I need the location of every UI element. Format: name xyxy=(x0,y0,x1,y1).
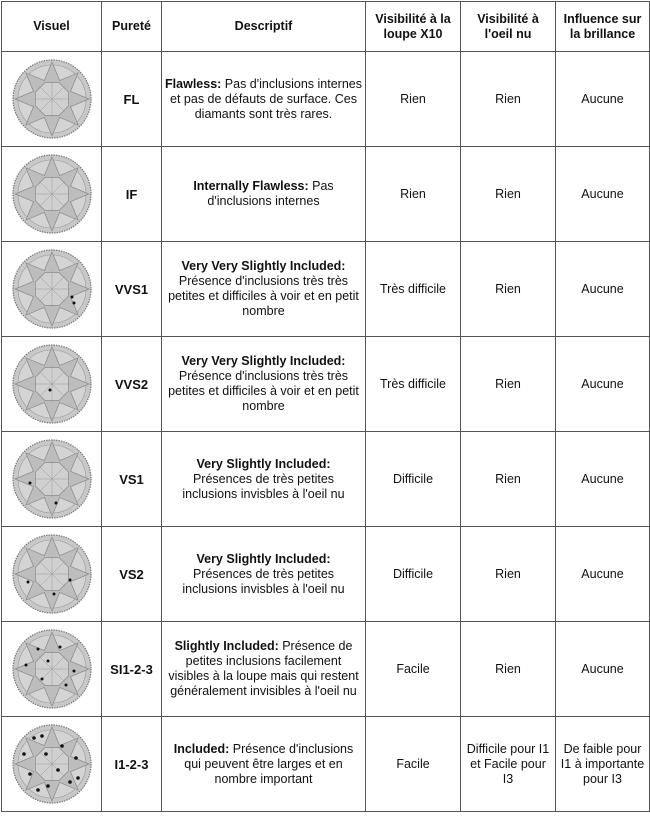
inclusion-mark xyxy=(22,752,26,756)
diamond-vvs1-icon xyxy=(10,247,94,331)
inclusion-mark xyxy=(40,678,43,681)
visual-cell xyxy=(2,147,102,242)
grade-cell: SI1-2-3 xyxy=(102,622,162,717)
inclusion-mark xyxy=(76,776,80,780)
brillance-cell: Aucune xyxy=(556,147,650,242)
brillance-cell: De faible pour I1 à importante pour I3 xyxy=(556,717,650,812)
inclusion-mark xyxy=(48,389,51,392)
inclusion-mark xyxy=(36,788,40,792)
inclusion-mark xyxy=(60,744,64,748)
inclusion-mark xyxy=(58,646,61,649)
description-title: Flawless: xyxy=(165,76,222,91)
inclusion-mark xyxy=(72,670,75,673)
diamond-si-icon xyxy=(10,627,94,711)
inclusion-mark xyxy=(68,780,72,784)
visual-cell xyxy=(2,527,102,622)
description-cell xyxy=(162,717,366,812)
visual-cell xyxy=(2,432,102,527)
oeil-cell: Rien xyxy=(461,147,556,242)
inclusion-mark xyxy=(52,593,55,596)
table-row xyxy=(2,717,650,812)
description-title: Included: xyxy=(173,741,230,756)
loupe-cell: Très difficile xyxy=(366,337,461,432)
description-text: Pas d'inclusions internes xyxy=(207,179,334,208)
inclusion-mark xyxy=(26,581,29,584)
description-title: Very Very Slightly Included: xyxy=(181,354,346,368)
inclusion-mark xyxy=(74,756,78,760)
oeil-cell: Rien xyxy=(461,242,556,337)
table-row xyxy=(2,147,650,242)
table-row xyxy=(2,242,650,337)
description-text: Présences de très petites inclusions invisbles à l'oeil nu xyxy=(182,566,345,596)
inclusion-mark xyxy=(54,502,57,505)
header-descriptif: Descriptif xyxy=(162,2,366,52)
description-cell xyxy=(162,527,366,622)
diamond-if-icon xyxy=(10,152,94,236)
inclusion-mark xyxy=(40,734,44,738)
description-title: Internally Flawless: xyxy=(193,179,309,193)
diamond-vs1-icon xyxy=(10,437,94,521)
table-row xyxy=(2,337,650,432)
table-row xyxy=(2,52,650,147)
description-title: Very Very Slightly Included: xyxy=(181,259,346,273)
loupe-cell: Difficile xyxy=(366,527,461,622)
inclusion-mark xyxy=(46,660,49,663)
inclusion-mark xyxy=(28,482,31,485)
brillance-cell: Aucune xyxy=(556,242,650,337)
oeil-cell: Rien xyxy=(461,337,556,432)
description-text: Présence de petites inclusions facilement visibles à la loupe mais qui restent généralement invisibles à l'oeil nu xyxy=(168,639,359,698)
header-row xyxy=(2,2,650,52)
inclusion-mark xyxy=(56,768,60,772)
loupe-cell: Facile xyxy=(366,622,461,717)
brillance-cell: Aucune xyxy=(556,432,650,527)
description-text: Présences de très petites inclusions invisbles à l'oeil nu xyxy=(182,471,345,501)
header-brillance: Influence sur la brillance xyxy=(556,2,650,52)
description-title: Very Slightly Included: xyxy=(196,456,331,471)
clarity-table xyxy=(1,1,650,812)
visual-cell xyxy=(2,337,102,432)
visual-cell xyxy=(2,622,102,717)
header-purete: Pureté xyxy=(102,2,162,52)
inclusion-mark xyxy=(28,772,32,776)
description-text: Pas d'inclusions internes et pas de défauts de surface. Ces diamants sont très rares. xyxy=(170,76,362,121)
loupe-cell: Difficile xyxy=(366,432,461,527)
brillance-cell: Aucune xyxy=(556,622,650,717)
inclusion-mark xyxy=(68,579,71,582)
description-text: Présence d'inclusions très très petites et difficiles à voir et en petit nombre xyxy=(168,369,359,413)
brillance-cell: Aucune xyxy=(556,52,650,147)
inclusion-mark xyxy=(36,648,39,651)
description-cell xyxy=(162,432,366,527)
grade-cell: VS2 xyxy=(102,527,162,622)
inclusion-mark xyxy=(64,684,67,687)
inclusion-mark xyxy=(70,296,73,299)
oeil-cell: Difficile pour I1 et Facile pour I3 xyxy=(461,717,556,812)
loupe-cell: Très difficile xyxy=(366,242,461,337)
description-title: Slightly Included: xyxy=(174,639,279,653)
header-oeil: Visibilité à l'oeil nu xyxy=(461,2,556,52)
diamond-fl-icon xyxy=(10,57,94,141)
inclusion-mark xyxy=(46,784,50,788)
oeil-cell: Rien xyxy=(461,52,556,147)
table-row xyxy=(2,432,650,527)
visual-cell xyxy=(2,717,102,812)
grade-cell: FL xyxy=(102,52,162,147)
description-cell xyxy=(162,622,366,717)
description-title: Very Slightly Included: xyxy=(196,551,331,566)
brillance-cell: Aucune xyxy=(556,527,650,622)
loupe-cell: Rien xyxy=(366,147,461,242)
grade-cell: VVS2 xyxy=(102,337,162,432)
inclusion-mark xyxy=(44,752,48,756)
visual-cell xyxy=(2,52,102,147)
oeil-cell: Rien xyxy=(461,432,556,527)
oeil-cell: Rien xyxy=(461,527,556,622)
visual-cell xyxy=(2,242,102,337)
diamond-vvs2-icon xyxy=(10,342,94,426)
inclusion-mark xyxy=(72,302,75,305)
description-cell xyxy=(162,147,366,242)
table-row xyxy=(2,527,650,622)
grade-cell: VVS1 xyxy=(102,242,162,337)
description-cell xyxy=(162,242,366,337)
grade-cell: I1-2-3 xyxy=(102,717,162,812)
inclusion-mark xyxy=(24,664,27,667)
inclusion-mark xyxy=(32,736,36,740)
grade-cell: VS1 xyxy=(102,432,162,527)
loupe-cell: Rien xyxy=(366,52,461,147)
description-cell xyxy=(162,337,366,432)
description-text: Présence d'inclusions très très petites et difficiles à voir et en petit nombre xyxy=(168,274,359,318)
diamond-i-icon xyxy=(10,722,94,806)
diamond-vs2-icon xyxy=(10,532,94,616)
loupe-cell: Facile xyxy=(366,717,461,812)
brillance-cell: Aucune xyxy=(556,337,650,432)
description-cell xyxy=(162,52,366,147)
grade-cell: IF xyxy=(102,147,162,242)
table-row xyxy=(2,622,650,717)
description-text: Présence d'inclusions qui peuvent être larges et en nombre important xyxy=(184,741,354,786)
oeil-cell: Rien xyxy=(461,622,556,717)
header-visuel: Visuel xyxy=(2,2,102,52)
header-loupe: Visibilité à la loupe X10 xyxy=(366,2,461,52)
